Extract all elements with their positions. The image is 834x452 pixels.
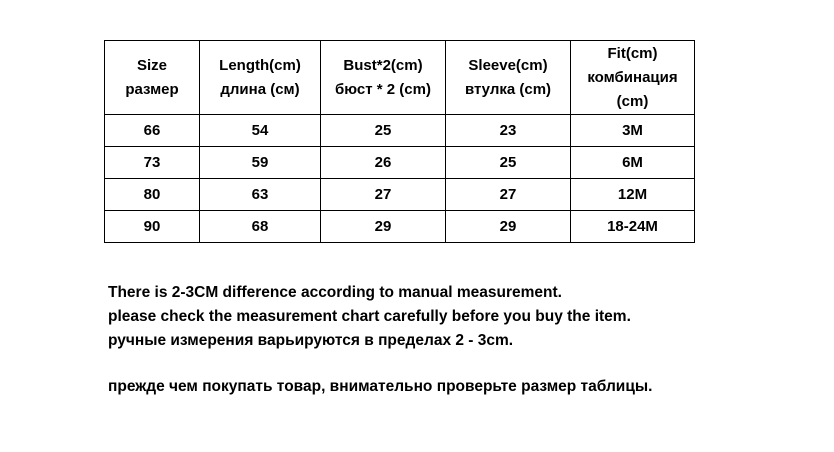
cell-fit: 3M xyxy=(571,115,695,147)
cell-sleeve: 27 xyxy=(446,179,571,211)
header-fit-ru: комбинация xyxy=(587,68,678,86)
measurement-notes xyxy=(108,281,652,399)
size-chart-table xyxy=(104,40,695,243)
table-row xyxy=(105,211,695,243)
cell-length: 59 xyxy=(200,147,321,179)
header-length-en: Length(cm) xyxy=(219,56,301,74)
table-row xyxy=(105,179,695,211)
note-difference-ru: ручные измерения варьируются в пределах 2 - 3cm. xyxy=(108,332,514,349)
cell-fit: 18-24M xyxy=(571,211,695,243)
header-sleeve-ru: втулка (cm) xyxy=(464,80,552,98)
cell-length: 63 xyxy=(200,179,321,211)
header-bust-ru: бюст * 2 (cm) xyxy=(335,80,431,98)
header-size-en: Size xyxy=(136,56,167,74)
table-header-row xyxy=(105,41,695,115)
cell-sleeve: 23 xyxy=(446,115,571,147)
note-spacer xyxy=(108,353,652,375)
header-bust xyxy=(321,41,446,115)
cell-bust: 29 xyxy=(321,211,446,243)
cell-bust: 26 xyxy=(321,147,446,179)
note-difference-en: There is 2-3CM difference according to manual measurement. xyxy=(108,284,562,301)
cell-bust: 25 xyxy=(321,115,446,147)
header-bust-en: Bust*2(cm) xyxy=(343,56,423,74)
note-check-chart-en: please check the measurement chart carefully before you buy the item. xyxy=(108,308,631,325)
note-check-chart-ru: прежде чем покупать товар, внимательно проверьте размер таблицы. xyxy=(108,378,653,395)
cell-size: 90 xyxy=(105,211,200,243)
header-size xyxy=(105,41,200,115)
header-length xyxy=(200,41,321,115)
cell-fit: 6M xyxy=(571,147,695,179)
table-row xyxy=(105,115,695,147)
cell-size: 66 xyxy=(105,115,200,147)
cell-fit: 12M xyxy=(571,179,695,211)
header-fit xyxy=(571,41,695,115)
cell-sleeve: 29 xyxy=(446,211,571,243)
cell-sleeve: 25 xyxy=(446,147,571,179)
header-size-ru: размер xyxy=(125,80,179,98)
header-fit-en: Fit(cm) xyxy=(607,44,658,62)
cell-bust: 27 xyxy=(321,179,446,211)
cell-length: 68 xyxy=(200,211,321,243)
header-sleeve xyxy=(446,41,571,115)
header-sleeve-en: Sleeve(cm) xyxy=(468,56,548,74)
cell-length: 54 xyxy=(200,115,321,147)
header-fit-unit: (cm) xyxy=(616,92,649,110)
cell-size: 73 xyxy=(105,147,200,179)
header-length-ru: длина (см) xyxy=(220,80,300,98)
table-row xyxy=(105,147,695,179)
cell-size: 80 xyxy=(105,179,200,211)
